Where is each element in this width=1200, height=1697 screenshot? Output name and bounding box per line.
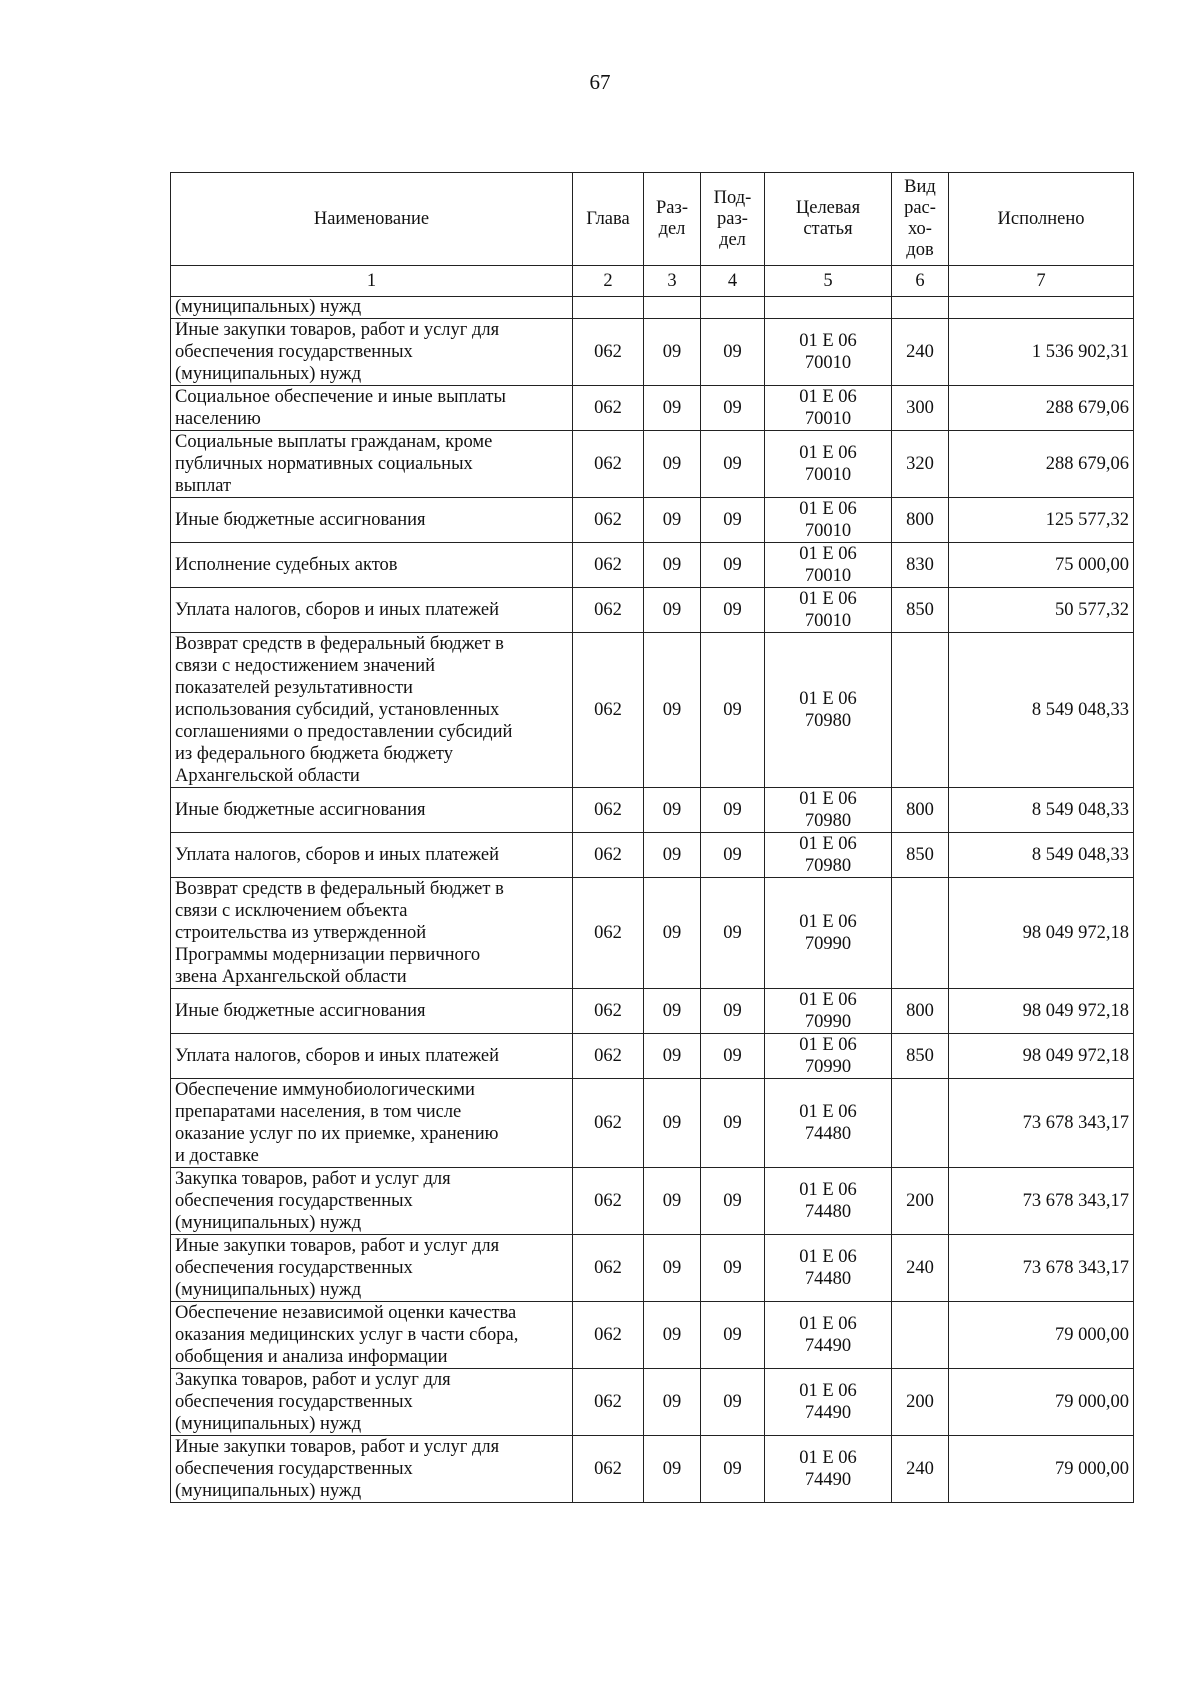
- row-target-article: 01 Е 06 70990: [765, 878, 892, 989]
- table-row: [171, 1235, 1134, 1302]
- row-subsection: 09: [701, 989, 765, 1034]
- row-target-article: 01 Е 06 70980: [765, 633, 892, 788]
- row-chapter: 062: [573, 1034, 644, 1079]
- row-expense-type: 850: [892, 833, 949, 878]
- table-row: [171, 989, 1134, 1034]
- row-expense-type: 800: [892, 788, 949, 833]
- row-subsection: 09: [701, 878, 765, 989]
- column-number: 5: [765, 266, 892, 297]
- table-row: [171, 878, 1134, 989]
- row-subsection: 09: [701, 1369, 765, 1436]
- row-target-article: 01 Е 06 74480: [765, 1235, 892, 1302]
- row-section: 09: [644, 878, 701, 989]
- row-target-article: 01 Е 06 70980: [765, 788, 892, 833]
- row-subsection: 09: [701, 543, 765, 588]
- row-target-article: 01 Е 06 70980: [765, 833, 892, 878]
- table-row: [171, 588, 1134, 633]
- row-amount: 73 678 343,17: [949, 1079, 1134, 1168]
- table-row: [171, 543, 1134, 588]
- row-chapter: 062: [573, 543, 644, 588]
- row-subsection: 09: [701, 1079, 765, 1168]
- table-row: [171, 319, 1134, 386]
- table-row: [171, 386, 1134, 431]
- row-expense-type: 240: [892, 319, 949, 386]
- row-amount: 8 549 048,33: [949, 633, 1134, 788]
- row-section: 09: [644, 1079, 701, 1168]
- row-subsection: 09: [701, 498, 765, 543]
- row-chapter: 062: [573, 431, 644, 498]
- row-expense-type: 240: [892, 1436, 949, 1503]
- row-name: Обеспечение иммунобиологическими препаратами населения, в том числе оказание услуг по их приемке, хранению и доставке: [171, 1079, 573, 1168]
- column-number: 7: [949, 266, 1134, 297]
- column-number: 1: [171, 266, 573, 297]
- row-name: Исполнение судебных актов: [171, 543, 573, 588]
- row-target-article: 01 Е 06 70010: [765, 543, 892, 588]
- row-expense-type: 850: [892, 588, 949, 633]
- row-section: 09: [644, 1369, 701, 1436]
- row-subsection: 09: [701, 319, 765, 386]
- row-amount: 79 000,00: [949, 1436, 1134, 1503]
- row-name: Иные бюджетные ассигнования: [171, 788, 573, 833]
- table-header: [171, 173, 1134, 297]
- table-row: [171, 1436, 1134, 1503]
- row-expense-type: [892, 878, 949, 989]
- row-expense-type: 200: [892, 1369, 949, 1436]
- table-row-continuation: [171, 297, 1134, 319]
- row-name: Социальное обеспечение и иные выплаты населению: [171, 386, 573, 431]
- row-section: 09: [644, 833, 701, 878]
- table-row: [171, 833, 1134, 878]
- row-chapter: 062: [573, 1079, 644, 1168]
- row-section: 09: [644, 498, 701, 543]
- row-subsection: 09: [701, 588, 765, 633]
- row-target-article: 01 Е 06 74480: [765, 1168, 892, 1235]
- header-chapter: Глава: [573, 173, 644, 266]
- table-row: [171, 633, 1134, 788]
- table-row: [171, 788, 1134, 833]
- row-subsection: 09: [701, 1436, 765, 1503]
- row-amount: 75 000,00: [949, 543, 1134, 588]
- row-subsection: 09: [701, 1235, 765, 1302]
- row-amount: 73 678 343,17: [949, 1235, 1134, 1302]
- row-amount: 8 549 048,33: [949, 833, 1134, 878]
- row-target-article: 01 Е 06 70010: [765, 431, 892, 498]
- row-name: Социальные выплаты гражданам, кроме публичных нормативных социальных выплат: [171, 431, 573, 498]
- row-chapter: 062: [573, 1302, 644, 1369]
- row-amount: 288 679,06: [949, 386, 1134, 431]
- row-amount: 79 000,00: [949, 1302, 1134, 1369]
- table-row: [171, 1168, 1134, 1235]
- column-number: 6: [892, 266, 949, 297]
- row-chapter: 062: [573, 989, 644, 1034]
- row-amount: 288 679,06: [949, 431, 1134, 498]
- table-row: [171, 431, 1134, 498]
- row-name: Закупка товаров, работ и услуг для обеспечения государственных (муниципальных) нужд: [171, 1168, 573, 1235]
- row-expense-type: [892, 1079, 949, 1168]
- budget-execution-table: [170, 172, 1134, 1503]
- row-target-article: 01 Е 06 70990: [765, 989, 892, 1034]
- row-subsection: 09: [701, 833, 765, 878]
- row-expense-type: 850: [892, 1034, 949, 1079]
- table-row: [171, 1034, 1134, 1079]
- row-chapter: 062: [573, 788, 644, 833]
- row-amount: 50 577,32: [949, 588, 1134, 633]
- row-amount: 98 049 972,18: [949, 989, 1134, 1034]
- row-target-article: 01 Е 06 74490: [765, 1436, 892, 1503]
- row-name: Закупка товаров, работ и услуг для обеспечения государственных (муниципальных) нужд: [171, 1369, 573, 1436]
- row-amount: 1 536 902,31: [949, 319, 1134, 386]
- row-amount: 73 678 343,17: [949, 1168, 1134, 1235]
- row-section: 09: [644, 1302, 701, 1369]
- row-section: 09: [644, 1034, 701, 1079]
- column-number: 4: [701, 266, 765, 297]
- row-name: Обеспечение независимой оценки качества оказания медицинских услуг в части сбора, обобщения и анализа информации: [171, 1302, 573, 1369]
- header-section: Раз- дел: [644, 173, 701, 266]
- row-target-article: 01 Е 06 74480: [765, 1079, 892, 1168]
- header-target-article: Целевая статья: [765, 173, 892, 266]
- row-name: Иные бюджетные ассигнования: [171, 989, 573, 1034]
- header-executed: Исполнено: [949, 173, 1134, 266]
- row-expense-type: [892, 633, 949, 788]
- row-chapter: 062: [573, 1168, 644, 1235]
- row-chapter: 062: [573, 1235, 644, 1302]
- row-amount: 98 049 972,18: [949, 1034, 1134, 1079]
- row-section: 09: [644, 1436, 701, 1503]
- row-subsection: 09: [701, 1034, 765, 1079]
- row-chapter: 062: [573, 588, 644, 633]
- row-subsection: 09: [701, 386, 765, 431]
- row-amount: 79 000,00: [949, 1369, 1134, 1436]
- row-expense-type: 240: [892, 1235, 949, 1302]
- row-expense-type: 800: [892, 989, 949, 1034]
- column-number: 3: [644, 266, 701, 297]
- row-name: Уплата налогов, сборов и иных платежей: [171, 1034, 573, 1079]
- header-subsection: Под- раз- дел: [701, 173, 765, 266]
- row-expense-type: 200: [892, 1168, 949, 1235]
- row-name: Возврат средств в федеральный бюджет в связи с исключением объекта строительства из утвержденной Программы модернизации первичного звена Архангельской области: [171, 878, 573, 989]
- row-expense-type: 320: [892, 431, 949, 498]
- row-section: 09: [644, 1168, 701, 1235]
- row-subsection: 09: [701, 431, 765, 498]
- row-subsection: 09: [701, 1302, 765, 1369]
- row-name: (муниципальных) нужд: [171, 297, 573, 319]
- row-target-article: 01 Е 06 70010: [765, 498, 892, 543]
- table-row: [171, 1302, 1134, 1369]
- row-expense-type: [892, 1302, 949, 1369]
- header-name: Наименование: [171, 173, 573, 266]
- row-amount: 8 549 048,33: [949, 788, 1134, 833]
- table-row: [171, 498, 1134, 543]
- row-target-article: 01 Е 06 74490: [765, 1302, 892, 1369]
- row-target-article: 01 Е 06 70010: [765, 319, 892, 386]
- row-target-article: 01 Е 06 74490: [765, 1369, 892, 1436]
- table-body: [171, 297, 1134, 1503]
- column-number: 2: [573, 266, 644, 297]
- row-section: 09: [644, 431, 701, 498]
- row-chapter: 062: [573, 1436, 644, 1503]
- header-expense-type: Вид рас- хо- дов: [892, 173, 949, 266]
- row-section: 09: [644, 588, 701, 633]
- row-target-article: 01 Е 06 70010: [765, 588, 892, 633]
- row-chapter: 062: [573, 633, 644, 788]
- page-number: 67: [589, 70, 611, 94]
- row-target-article: 01 Е 06 70990: [765, 1034, 892, 1079]
- row-name: Уплата налогов, сборов и иных платежей: [171, 588, 573, 633]
- row-chapter: 062: [573, 1369, 644, 1436]
- row-name: Иные бюджетные ассигнования: [171, 498, 573, 543]
- row-section: 09: [644, 989, 701, 1034]
- row-subsection: 09: [701, 788, 765, 833]
- row-amount: 125 577,32: [949, 498, 1134, 543]
- row-section: 09: [644, 543, 701, 588]
- row-section: 09: [644, 386, 701, 431]
- row-name: Возврат средств в федеральный бюджет в связи с недостижением значений показателей результативности использования субсидий, установленных соглашениями о предоставлении субсидий из федерального бюджета бюджету Архангельской области: [171, 633, 573, 788]
- table-row: [171, 1079, 1134, 1168]
- row-section: 09: [644, 319, 701, 386]
- row-section: 09: [644, 788, 701, 833]
- row-subsection: 09: [701, 1168, 765, 1235]
- row-expense-type: 800: [892, 498, 949, 543]
- row-chapter: 062: [573, 498, 644, 543]
- row-amount: 98 049 972,18: [949, 878, 1134, 989]
- row-name: Иные закупки товаров, работ и услуг для обеспечения государственных (муниципальных) нужд: [171, 1235, 573, 1302]
- row-name: Уплата налогов, сборов и иных платежей: [171, 833, 573, 878]
- row-section: 09: [644, 633, 701, 788]
- row-target-article: 01 Е 06 70010: [765, 386, 892, 431]
- row-chapter: 062: [573, 878, 644, 989]
- row-name: Иные закупки товаров, работ и услуг для обеспечения государственных (муниципальных) нужд: [171, 1436, 573, 1503]
- table-row: [171, 1369, 1134, 1436]
- row-chapter: 062: [573, 319, 644, 386]
- row-subsection: 09: [701, 633, 765, 788]
- row-chapter: 062: [573, 833, 644, 878]
- row-name: Иные закупки товаров, работ и услуг для обеспечения государственных (муниципальных) нужд: [171, 319, 573, 386]
- row-section: 09: [644, 1235, 701, 1302]
- row-expense-type: 830: [892, 543, 949, 588]
- row-chapter: 062: [573, 386, 644, 431]
- row-expense-type: 300: [892, 386, 949, 431]
